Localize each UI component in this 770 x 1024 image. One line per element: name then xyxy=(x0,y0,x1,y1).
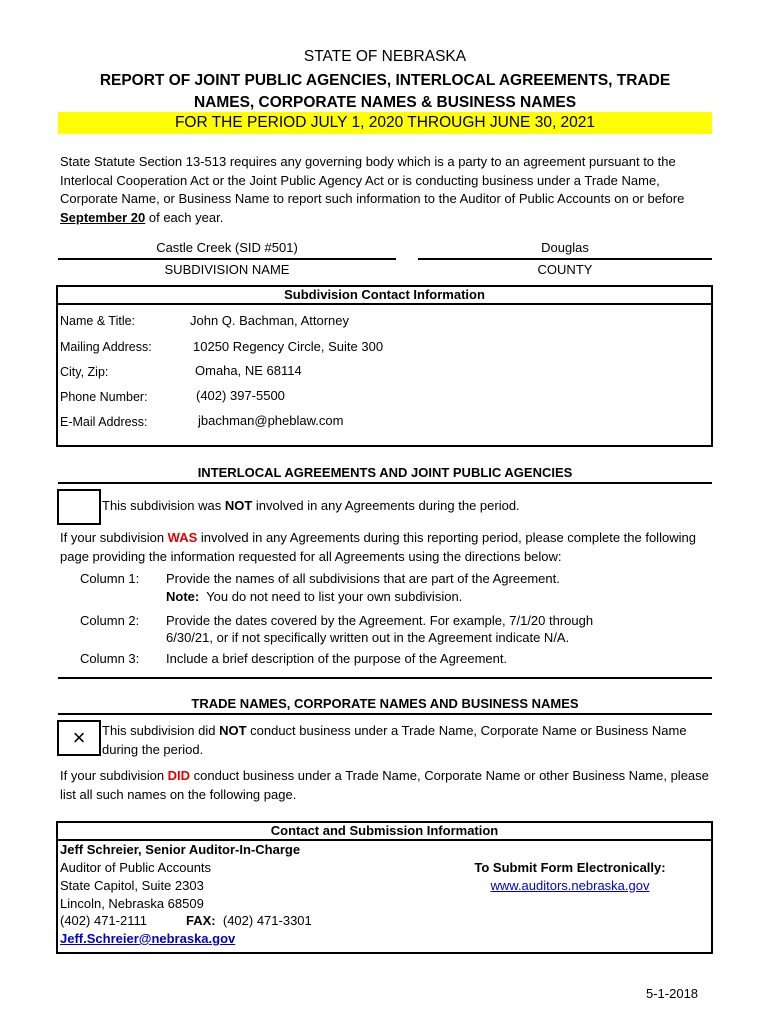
city-zip-label: City, Zip: xyxy=(60,365,109,379)
trade-did-paragraph: If your subdivision DID conduct business under a Trade Name, Corporate Name or other Business Name, please list all such names on the following page. xyxy=(60,768,709,802)
phone-number-field[interactable]: (402) 397-5500 xyxy=(196,388,285,403)
contact-info-box xyxy=(56,285,713,447)
deadline-date: September 20 xyxy=(60,209,146,225)
subdivision-name-label: SUBDIVISION NAME xyxy=(164,262,290,277)
county-value[interactable]: Douglas xyxy=(541,240,589,255)
interlocal-was-paragraph: If your subdivision WAS involved in any Agreements during this reporting period, please complete the following page providing the information requested for all Agreements using the directions below: xyxy=(60,530,696,564)
column-1-note: Note: You do not need to list your own subdivision. xyxy=(166,589,463,604)
auditors-website-link[interactable]: www.auditors.nebraska.gov xyxy=(490,878,650,893)
auditor-address-line1: State Capitol, Suite 2303 xyxy=(60,878,204,893)
interlocal-not-involved-checkbox[interactable] xyxy=(57,489,101,525)
column-3-label: Column 3: xyxy=(80,651,140,666)
auditor-office: Auditor of Public Accounts xyxy=(60,860,212,875)
column-1-instruction: Provide the names of all subdivisions that are part of the Agreement. xyxy=(166,571,560,586)
county-underline xyxy=(418,258,712,260)
subdivision-name-underline xyxy=(58,258,396,260)
statute-paragraph: State Statute Section 13-513 requires any governing body which is a party to an agreement pursuant to the Interlocal Cooperation Act or the Joint Public Agency Act or is conducting business under a Trade Name, Corporate Name, or Business Name to report such information to the Auditor of Public Accounts on or before September 20 of each year. xyxy=(60,154,685,225)
email-address-field[interactable]: jbachman@pheblaw.com xyxy=(198,413,344,428)
interlocal-divider xyxy=(58,482,712,484)
mailing-address-label: Mailing Address: xyxy=(60,340,152,354)
auditor-phone: (402) 471-2111 xyxy=(60,913,147,928)
auditor-fax: FAX: (402) 471-3301 xyxy=(186,913,312,928)
column-1-label: Column 1: xyxy=(80,571,140,586)
state-heading: STATE OF NEBRASKA xyxy=(303,48,467,65)
column-3-instruction: Include a brief description of the purpose of the Agreement. xyxy=(166,651,508,666)
report-title xyxy=(40,70,730,114)
report-title-line1: REPORT OF JOINT PUBLIC AGENCIES, INTERLOCAL AGREEMENTS, TRADE xyxy=(99,72,671,89)
was-emphasis: WAS xyxy=(167,530,198,545)
auditor-address-line2: Lincoln, Nebraska 68509 xyxy=(60,896,204,911)
form-revision-date: 5-1-2018 xyxy=(646,986,699,1001)
column-2-instruction-line1: Provide the dates covered by the Agreement. For example, 7/1/20 through xyxy=(166,613,594,628)
subdivision-name-value[interactable]: Castle Creek (SID #501) xyxy=(156,240,298,255)
name-title-field[interactable]: John Q. Bachman, Attorney xyxy=(190,313,349,328)
did-emphasis: DID xyxy=(167,768,191,783)
trade-not-conducted-text: This subdivision did NOT conduct business under a Trade Name, Corporate Name or Business Name during the period. xyxy=(102,723,687,757)
submission-heading: Contact and Submission Information xyxy=(270,823,499,838)
trade-not-conducted-checkbox[interactable]: × xyxy=(57,720,101,756)
name-title-label: Name & Title: xyxy=(60,314,136,328)
trade-top-divider xyxy=(58,677,712,679)
mailing-address-field[interactable]: 10250 Regency Circle, Suite 300 xyxy=(193,339,384,354)
reporting-period: FOR THE PERIOD JULY 1, 2020 THROUGH JUNE 30, 2021 xyxy=(58,112,712,134)
phone-number-label: Phone Number: xyxy=(60,390,148,404)
contact-info-heading: Subdivision Contact Information xyxy=(284,287,485,302)
county-label: COUNTY xyxy=(537,262,593,277)
auditor-name: Jeff Schreier, Senior Auditor-In-Charge xyxy=(60,842,301,857)
interlocal-heading: INTERLOCAL AGREEMENTS AND JOINT PUBLIC AGENCIES xyxy=(197,465,573,480)
email-address-label: E-Mail Address: xyxy=(60,415,148,429)
trade-names-heading: TRADE NAMES, CORPORATE NAMES AND BUSINESS NAMES xyxy=(191,696,579,711)
column-2-label: Column 2: xyxy=(80,613,140,628)
report-title-line2: NAMES, CORPORATE NAMES & BUSINESS NAMES xyxy=(193,94,577,111)
column-2-instruction-line2: 6/30/21, or if not specifically written out in the Agreement indicate N/A. xyxy=(166,630,570,645)
auditor-email-link[interactable]: Jeff.Schreier@nebraska.gov xyxy=(60,931,236,946)
interlocal-not-involved-text: This subdivision was NOT involved in any Agreements during the period. xyxy=(102,498,520,513)
submit-electronically-label: To Submit Form Electronically: xyxy=(474,860,666,875)
trade-divider xyxy=(58,713,712,715)
city-zip-field[interactable]: Omaha, NE 68114 xyxy=(195,363,302,378)
